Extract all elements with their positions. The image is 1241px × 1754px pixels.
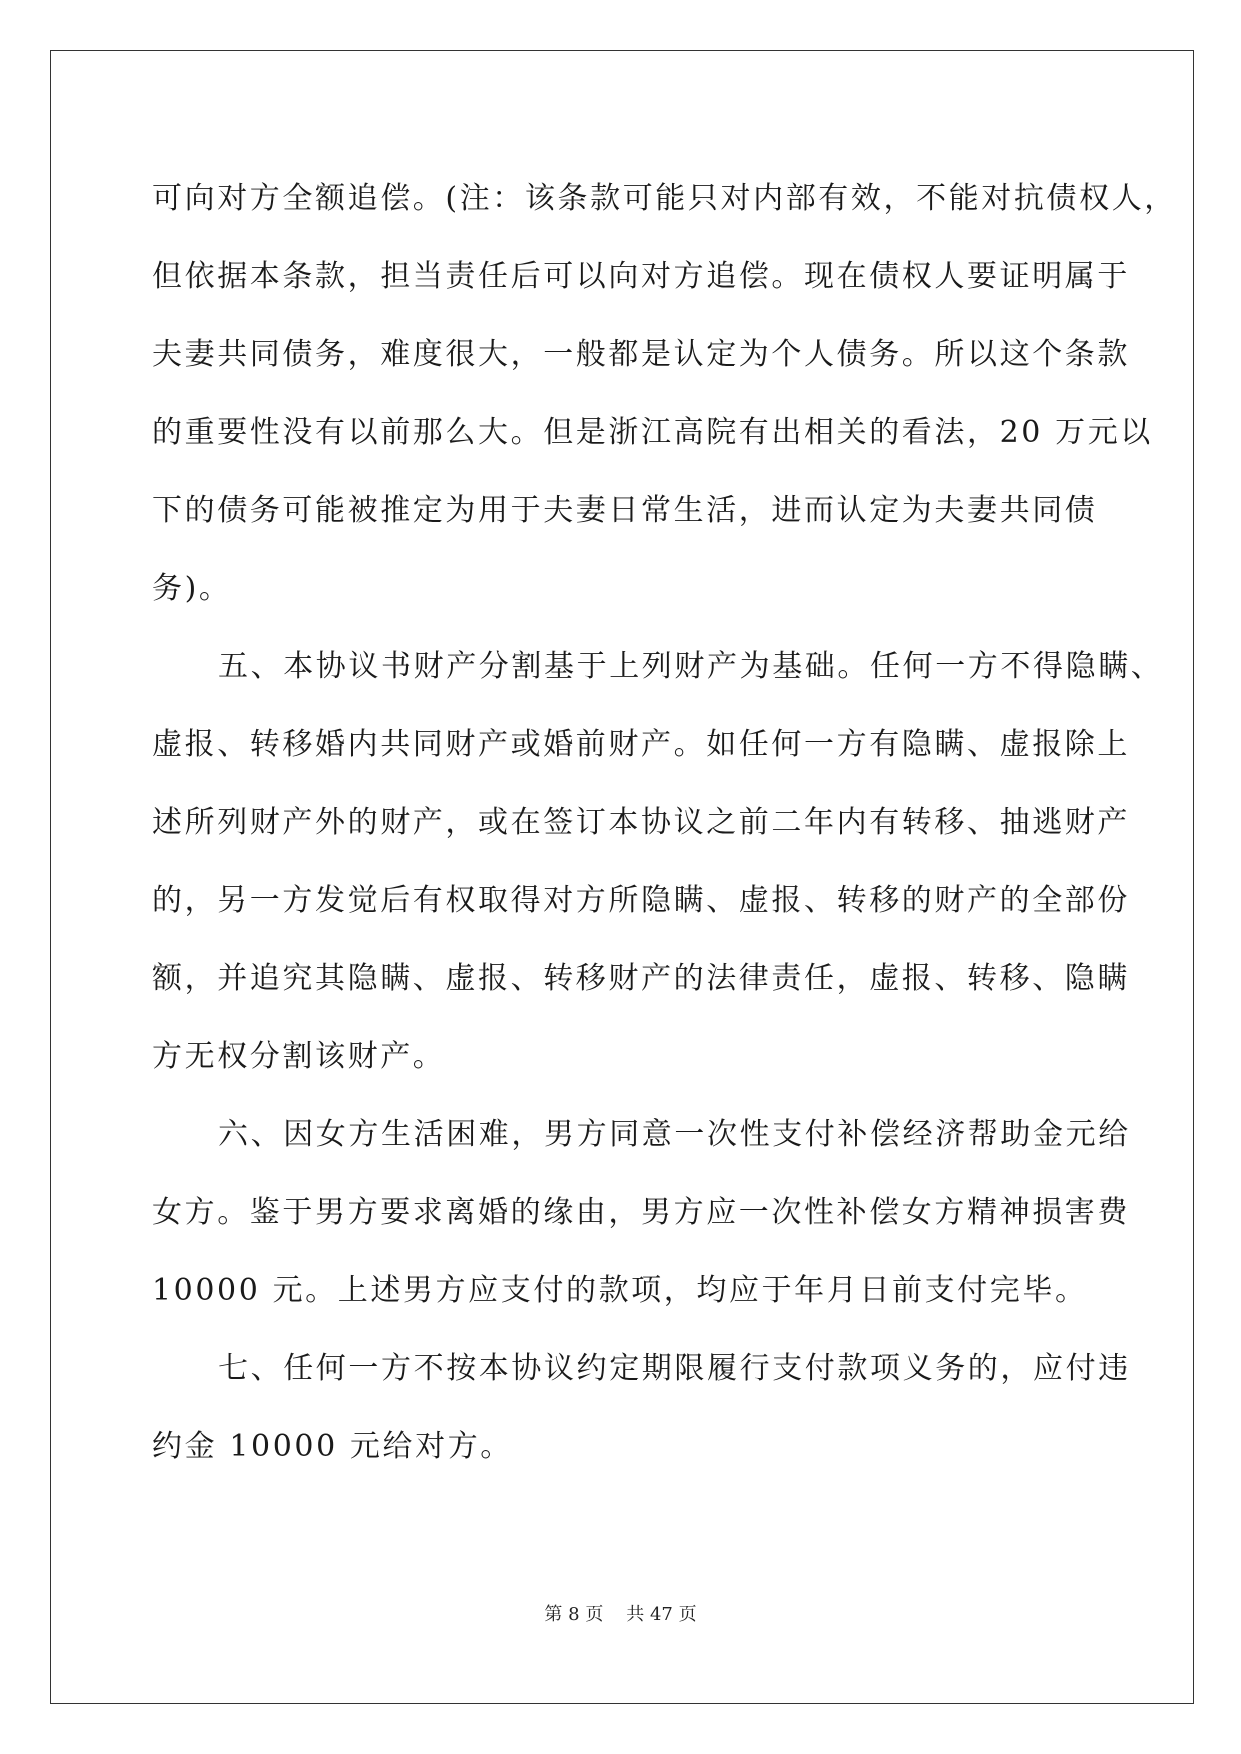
document-body [152,160,1177,1486]
clause-seven-start: 七、任何一方不按本协议约定期限履行支付款项义务的，应付违 [218,1351,1131,1386]
text-line: 虚报、转移婚内共同财产或婚前财产。如任何一方有隐瞒、虚报除上 [152,727,1130,762]
text-line: 但依据本条款，担当责任后可以向对方追偿。现在债权人要证明属于 [152,259,1130,294]
clause-six-start: 六、因女方生活困难，男方同意一次性支付补偿经济帮助金元给 [218,1117,1131,1152]
text-line: 女方。鉴于男方要求离婚的缘由，男方应一次性补偿女方精神损害费 [152,1195,1130,1230]
text-line: 务)。 [152,571,232,606]
page-footer [0,1600,1241,1626]
text-line: 夫妻共同债务，难度很大，一般都是认定为个人债务。所以这个条款 [152,337,1130,372]
text-line: 约金 10000 元给对方。 [152,1429,513,1464]
page-number: 第 8 页 [544,1604,604,1625]
text-line: 额，并追究其隐瞒、虚报、转移财产的法律责任，虚报、转移、隐瞒 [152,961,1130,996]
text-line: 10000 元。上述男方应支付的款项，均应于年月日前支付完毕。 [152,1273,1088,1308]
text-line: 方无权分割该财产。 [152,1039,446,1074]
text-line: 可向对方全额追偿。(注：该条款可能只对内部有效，不能对抗债权人， [152,181,1177,216]
text-line: 述所列财产外的财产，或在签订本协议之前二年内有转移、抽逃财产 [152,805,1130,840]
text-line: 的重要性没有以前那么大。但是浙江高院有出相关的看法，20 万元以 [152,415,1153,450]
text-line: 的，另一方发觉后有权取得对方所隐瞒、虚报、转移的财产的全部份 [152,883,1130,918]
clause-five-start: 五、本协议书财产分割基于上列财产为基础。任何一方不得隐瞒、 [218,649,1164,684]
page-total: 共 47 页 [626,1604,697,1625]
text-line: 下的债务可能被推定为用于夫妻日常生活，进而认定为夫妻共同债 [152,493,1098,528]
